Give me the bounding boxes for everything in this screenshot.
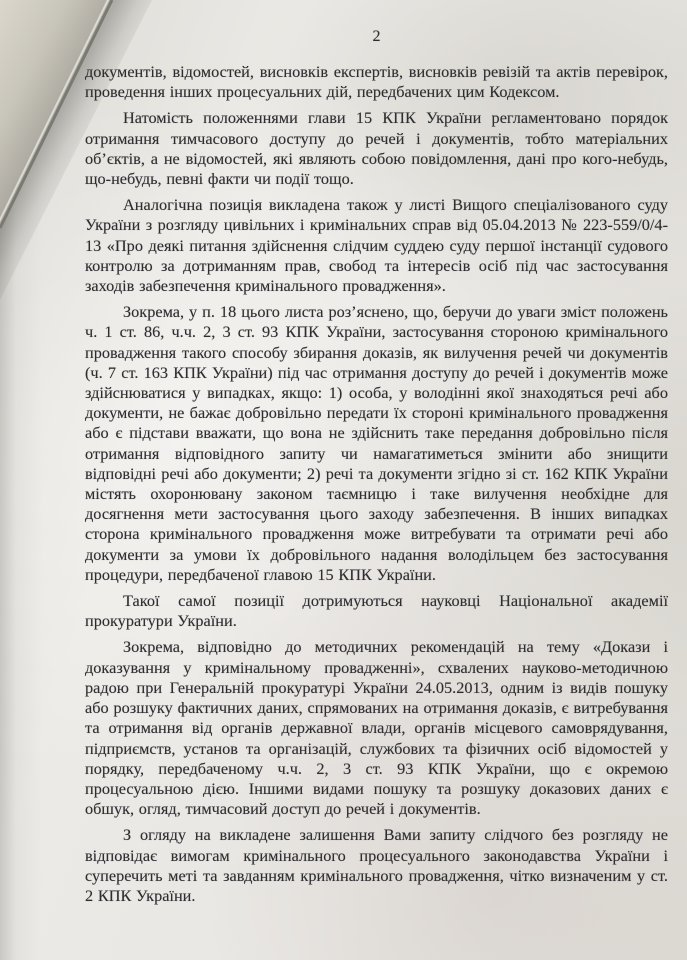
- paragraph: Такої самої позиції дотримуються науковці Національної академії прокуратури України.: [85, 591, 668, 631]
- paragraph: Натомість положеннями глави 15 КПК України регламентовано порядок отримання тимчасового доступу до речей і документів, тобто матеріальних об’єктів, а не відомостей, які являють собою повідомлення, дані про кого-небудь, що-небудь, певні факти чи події тощо.: [85, 108, 668, 189]
- page-number: 2: [372, 28, 381, 45]
- paragraph: документів, відомостей, висновків експертів, висновків ревізій та актів перевірок, проведення інших процесуальних дій, передбачених цим Кодексом.: [85, 62, 668, 102]
- paragraph: З огляду на викладене залишення Вами запиту слідчого без розгляду не відповідає вимогам кримінального процесуального законодавства України і суперечить меті та завданням кримінального провадження, чітко визначеним у ст. 2 КПК України.: [85, 825, 668, 905]
- paragraph: Зокрема, у п. 18 цього листа роз’яснено, що, беручи до уваги зміст положень ч. 1 ст. 86, ч.ч. 2, 3 ст. 93 КПК України, застосування стороною кримінального провадження такого способу збирання доказів, як вилучення речей чи документів (ч. 7 ст. 163 КПК України) під час отримання доступу до речей і документів може здійснюватися у випадках, якщо: 1) особа, у володінні якої знаходяться речі або документи, не бажає добровільно передати їх стороні кримінального провадження або є підстави вважати, що вона не здійснить таке передання добровільно після отримання відповідного запиту чи намагатиметься змінити або знищити відповідні речі або документи; 2) речі та документи згідно зі ст. 162 КПК України містять охоронювану законом таємницю і таке вилучення необхідне для досягнення мети застосування цього заходу забезпечення. В інших випадках сторона кримінального провадження може витребувати та отримати речі або документи за умови їх добровільного надання володільцем без застосування процедури, передбаченої главою 15 КПК України.: [85, 302, 668, 584]
- document-body-text: [85, 62, 668, 906]
- paragraph: Аналогічна позиція викладена також у листі Вищого спеціалізованого суду України з розгляду цивільних і кримінальних справ від 05.04.2013 № 223-559/0/4-13 «Про деякі питання здійснення слідчим суддею суду першої інстанції судового контролю за дотриманням прав, свобод та інтересів осіб під час застосування заходів забезпечення кримінального провадження».: [85, 195, 668, 296]
- paragraph: Зокрема, відповідно до методичних рекомендацій на тему «Докази і доказування у кримінальному провадженні», схвалених науково-методичною радою при Генеральній прокуратурі України 24.05.2013, одним із видів пошуку або розшуку фактичних даних, спрямованих на отримання доказів, є витребування та отримання від органів державної влади, органів місцевого самоврядування, підприємств, установ та організацій, службових та фізичних осіб відомостей у порядку, передбаченому ч.ч. 2, 3 ст. 93 КПК України, що є окремою процесуальною дією. Іншими видами пошуку та розшуку доказових даних є обшук, огляд, тимчасовий доступ до речей і документів.: [85, 637, 668, 819]
